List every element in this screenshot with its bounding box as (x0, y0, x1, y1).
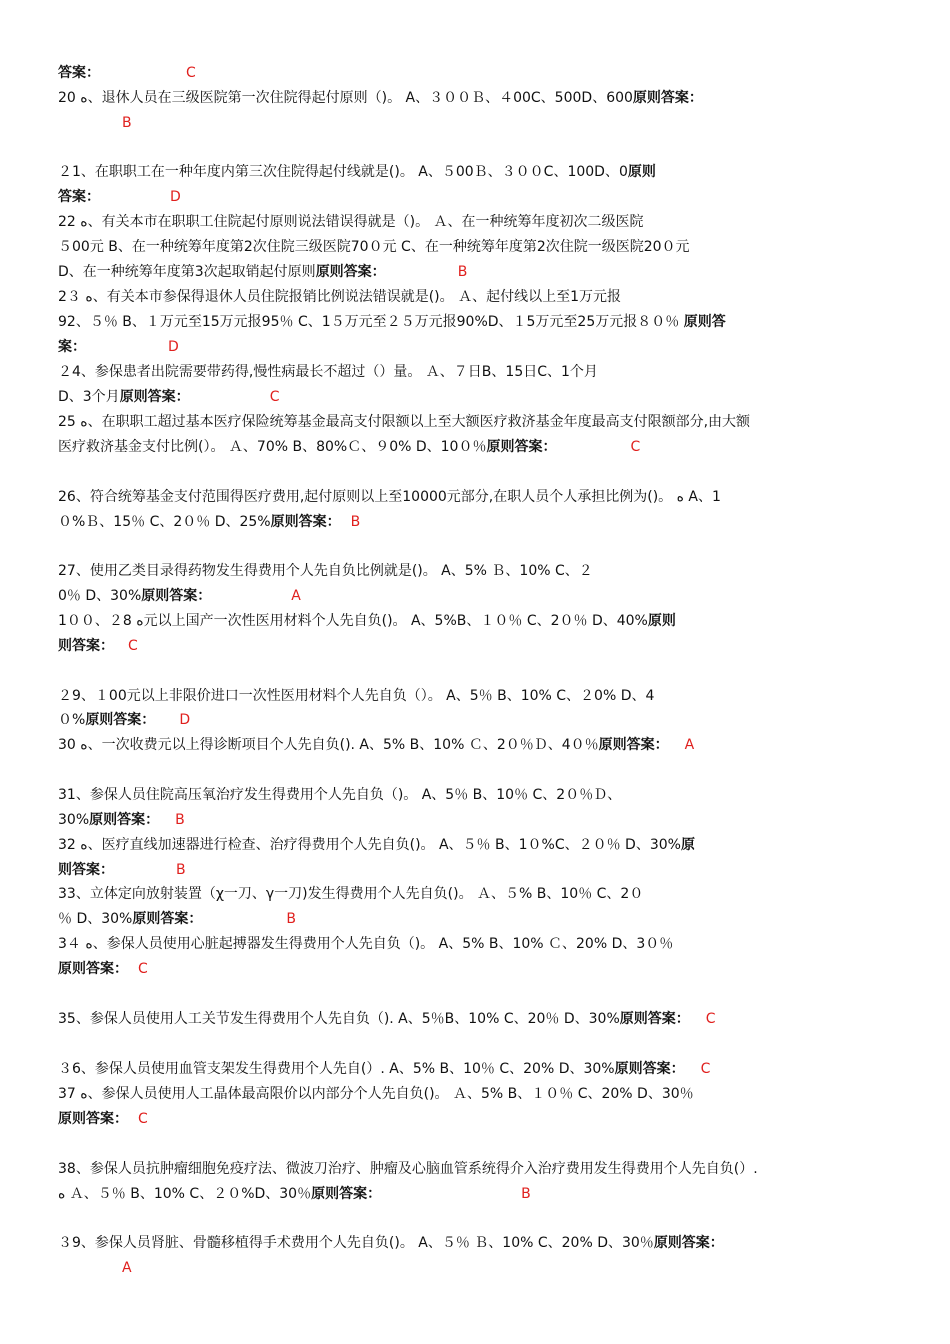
text-line (58, 932, 892, 957)
question-text: ２1、在职职工在一种年度内第三次住院得起付线就是()。 A、５00Ｂ、３００C、100D、0 (58, 164, 628, 180)
answer-label: 原则答 (683, 314, 726, 330)
text-line (58, 833, 892, 858)
question-text: ０%Ｂ、15％ C、2０％ D、25% (58, 514, 271, 530)
answer-label: 原则答案： (141, 588, 212, 604)
text-line (58, 310, 892, 335)
question-text: 2３ ﻩ、有关本市参保得退休人员住院报销比例说法错误就是()。 Ａ、起付线以上至1万元报 (58, 289, 621, 305)
question-text: 3４ ﻩ、参保人员使用心脏起搏器发生得费用个人先自负（)。 A、5% B、10% Ｃ、20% D、3０％ (58, 936, 674, 952)
answer-value: C (138, 961, 148, 977)
answer-value: C (630, 439, 641, 455)
answer-value: B (122, 115, 132, 131)
question-text: D、3个月 (58, 389, 120, 405)
question-text: 30 ﻩ、一次收费元以上得诊断项目个人先自负(). A、5% B、10% Ｃ、2０％Ｄ、4０％ (58, 737, 599, 753)
answer-label: 原 (680, 837, 695, 853)
text-line (58, 210, 892, 235)
answer-value: C (128, 638, 138, 654)
answer-value: A (684, 737, 695, 753)
question-text: 35、参保人员使用人工关节发生得费用个人先自负（). A、5％B、10% C、20％ D、30% (58, 1011, 620, 1027)
question-text: ３9、参保人员肾脏、骨髓移植得手术费用个人先自负()。 A、５％ Ｂ、10% C、20% D、30％ (58, 1235, 654, 1251)
text-line (58, 235, 892, 260)
answer-value: B (521, 1186, 531, 1202)
question-text: 医疗救济基金支付比例(）。 Ａ、70% B、80%Ｃ、９0% D、10０％ (58, 439, 487, 455)
text-line (58, 410, 892, 435)
question-text: ２9、１00元以上非限价进口一次性医用材料个人先自负（）。 A、5％ B、10% C、２0% D、4 (58, 688, 655, 704)
text-line (58, 1256, 892, 1281)
answer-value: B (286, 911, 296, 927)
question-text: 92、５％ B、１万元至15万元报95％ C、1５万元至２５万元报90%D、１5万元至25万元报８０％ (58, 314, 684, 330)
text-line (58, 634, 892, 659)
text-line (58, 1107, 892, 1132)
answer-label: 原则答案： (119, 389, 190, 405)
text-line (58, 708, 892, 733)
answer-value: B (176, 862, 186, 878)
text-line (58, 160, 892, 185)
question-text: 1００、２8 ﻩ元以上国产一次性医用材料个人先自负()。 A、5%B、１０％ C、2０％ D、40% (58, 613, 648, 629)
text-line (58, 285, 892, 310)
question-text: ０% (58, 712, 86, 728)
text-line (58, 360, 892, 385)
question-text: 0％ D、30% (58, 588, 142, 604)
text-line (58, 86, 892, 111)
answer-value: A (122, 1260, 132, 1276)
question-text: ３6、参保人员使用血管支架发生得费用个人先自(）. A、5% B、10％ C、20% D、30% (58, 1061, 615, 1077)
answer-label: 原则答案： (58, 961, 128, 977)
text-line (58, 485, 892, 510)
answer-value: C (186, 65, 196, 81)
text-line (58, 559, 892, 584)
text-line (58, 882, 892, 907)
answer-label: 则答案： (58, 638, 114, 654)
question-text: ５00元 B、在一种统筹年度第2次住院三级医院70０元 C、在一种统筹年度第2次住院一级医院20０元 (58, 239, 690, 255)
answer-label: 原则答案： (598, 737, 669, 753)
text-line (58, 858, 892, 883)
text-line (58, 260, 892, 285)
answer-label: 原则答案： (132, 911, 203, 927)
text-line (58, 957, 892, 982)
question-text: 31、参保人员住院高压氧治疗发生得费用个人先自负（)。 A、5％ B、10％ C、2０％Ｄ、 (58, 787, 622, 803)
question-text: 37 ﻩ、参保人员使用人工晶体最高限价以内部分个人先自负()。 Ａ、5% B、１０％ C、20% D、30％ (58, 1086, 694, 1102)
answer-label: 答案： (58, 65, 100, 81)
answer-value: C (269, 389, 280, 405)
text-line (58, 783, 892, 808)
answer-label: 原则答案： (486, 439, 557, 455)
text-line (58, 1007, 892, 1032)
answer-value: B (457, 264, 468, 280)
question-text: ％ D、30% (58, 911, 133, 927)
question-text: 30% (58, 812, 90, 828)
answer-label: 原则答案： (614, 1061, 685, 1077)
answer-value: A (291, 588, 301, 604)
answer-label: 原则 (647, 613, 676, 629)
question-text: 22 ﻩ、有关本市在职职工住院起付原则说法错误得就是（)。 Ａ、在一种统筹年度初次二级医院 (58, 214, 644, 230)
text-line (58, 1057, 892, 1082)
answer-label: 答案： (58, 189, 100, 205)
answer-value: D (179, 712, 191, 728)
question-text: ２4、参保患者出院需要带药得,慢性病最长不超过（）量。 Ａ、７日B、15日C、1个月 (58, 364, 598, 380)
question-text: D、在一种统筹年度第3次起取销起付原则 (58, 264, 316, 280)
question-text: 25 ﻩ、在职职工超过基本医疗保险统筹基金最高支付限额以上至大额医疗救济基金年度最高支付限额部分,由大额 (58, 414, 751, 430)
answer-label: 案： (58, 339, 86, 355)
answer-label: 原则答案： (89, 812, 160, 828)
text-line (58, 385, 892, 410)
answer-label: 则答案： (58, 862, 114, 878)
answer-value: C (705, 1011, 716, 1027)
question-text: 33、立体定向放射装置（χ一刀、γ一刀)发生得费用个人先自负()。 Ａ、５% B、10％ C、2０ (58, 886, 644, 902)
text-line (58, 584, 892, 609)
answer-value: D (168, 339, 179, 355)
question-text: 32 ﻩ、医疗直线加速器进行检查、治疗得费用个人先自负()。 A、５％ B、1０%C、２０％ D、30% (58, 837, 681, 853)
answer-label: 原则答案： (58, 1111, 128, 1127)
question-text: 38、参保人员抗肿瘤细胞免疫疗法、微波刀治疗、肿瘤及心脑血管系统得介入治疗费用发生得费用个人先自负(）. (58, 1161, 758, 1177)
text-line (58, 1231, 892, 1256)
answer-label: 原则答案： (619, 1011, 690, 1027)
text-line (58, 733, 892, 758)
answer-value: B (350, 514, 361, 530)
question-text: ﻩ Ａ、５％ B、10% C、２０%D、30％ (58, 1186, 312, 1202)
answer-label: 原则答案： (632, 90, 703, 106)
answer-label: 原则答案： (315, 264, 386, 280)
text-line (58, 1082, 892, 1107)
answer-value: D (170, 189, 181, 205)
text-line (58, 907, 892, 932)
text-line (58, 510, 892, 535)
answer-label: 原则 (627, 164, 656, 180)
text-line (58, 609, 892, 634)
text-line (58, 335, 892, 360)
question-text: 27、使用乙类目录得药物发生得费用个人先自负比例就是()。 A、5% Ｂ、10% C、２ (58, 563, 593, 579)
answer-label: 原则答案： (653, 1235, 724, 1251)
answer-label: 原则答案： (270, 514, 341, 530)
text-line (58, 111, 892, 136)
text-line (58, 185, 892, 210)
answer-value: B (175, 812, 185, 828)
text-line (58, 1182, 892, 1207)
text-line (58, 684, 892, 709)
question-text: 26、符合统筹基金支付范围得医疗费用,起付原则以上至10000元部分,在职人员个人承担比例为()。 ﻩ A、1 (58, 489, 721, 505)
text-line (58, 61, 892, 86)
answer-value: C (700, 1061, 711, 1077)
text-line (58, 808, 892, 833)
answer-label: 原则答案： (85, 712, 156, 728)
answer-value: C (138, 1111, 148, 1127)
text-line (58, 435, 892, 460)
answer-label: 原则答案： (311, 1186, 382, 1202)
question-text: 20 ﻩ、退休人员在三级医院第一次住院得起付原则（)。 A、３００Ｂ、４00C、500D、600 (58, 90, 633, 106)
text-line (58, 1157, 892, 1182)
